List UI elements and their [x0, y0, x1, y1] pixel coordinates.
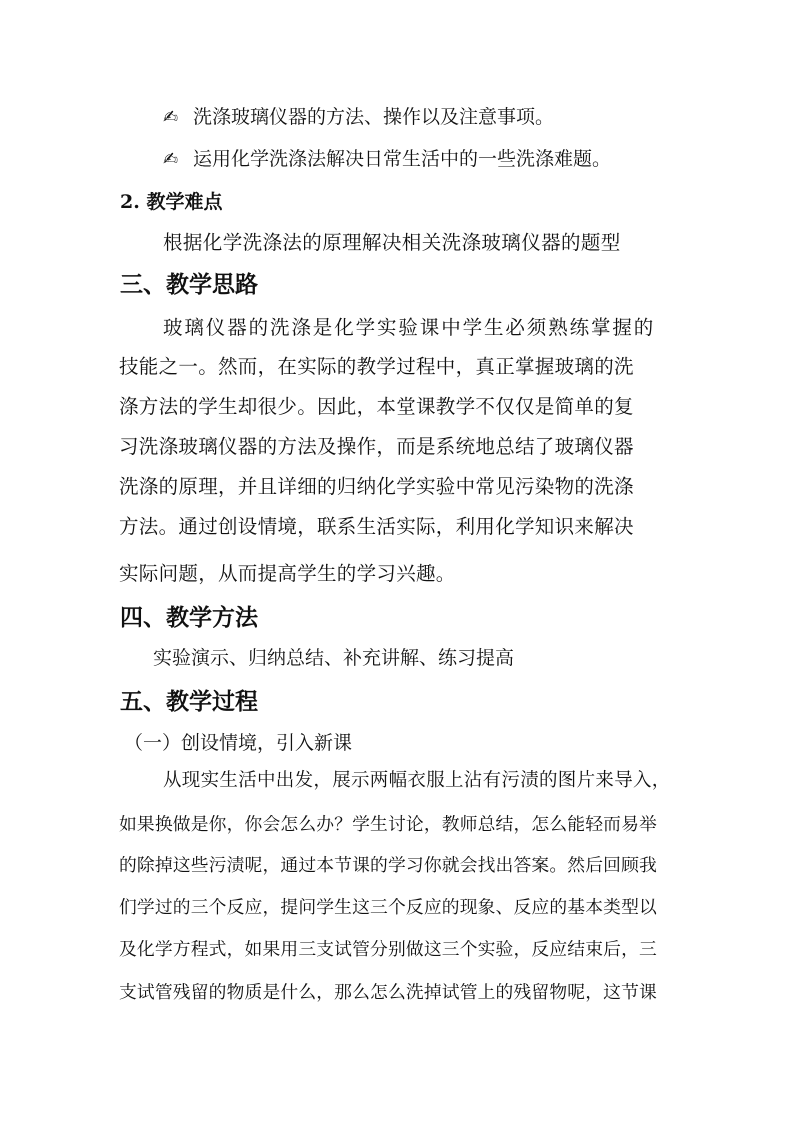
section3-line: 玻璃仪器的洗涤是化学实验课中学生必须熟练掌握的: [163, 316, 656, 339]
writing-hand-icon: ✍: [163, 149, 179, 170]
difficulty-text: 根据化学洗涤法的原理解决相关洗涤玻璃仪器的题型: [163, 231, 621, 254]
section4-text: 实验演示、归纳总结、补充讲解、练习提高: [153, 647, 515, 669]
section5-subheading: （一）创设情境，引入新课: [124, 732, 353, 754]
bullet-text: 运用化学洗涤法解决日常生活中的一些洗涤难题。: [193, 148, 612, 170]
section5-line: 支试管残留的物质是什么，那么怎么洗掉试管上的残留物呢，这节课: [119, 982, 657, 1003]
bullet-text: 洗涤玻璃仪器的方法、操作以及注意事项。: [193, 106, 555, 128]
section3-line: 技能之一。然而，在实际的教学过程中，真正掌握玻璃的洗: [119, 355, 634, 378]
section3-line: 涤方法的学生却很少。因此，本堂课教学不仅仅是简单的复: [119, 395, 634, 418]
bullet-item: [163, 108, 554, 127]
section5-heading: 五、教学过程: [120, 688, 258, 715]
section3-line: 实际问题，从而提高学生的学习兴趣。: [119, 562, 456, 585]
bullet-item: [163, 150, 611, 169]
difficulty-heading: 2. 教学难点: [120, 191, 223, 213]
section5-line: 及化学方程式，如果用三支试管分别做这三个实验，反应结束后，三: [119, 939, 657, 960]
section5-line: 如果换做是你，你会怎么办？学生讨论，教师总结，怎么能轻而易举: [119, 814, 657, 835]
section3-line: 习洗涤玻璃仪器的方法及操作，而是系统地总结了玻璃仪器: [119, 435, 634, 458]
section3-heading: 三、教学思路: [120, 271, 258, 298]
section5-line: 们学过的三个反应，提问学生这三个反应的现象、反应的基本类型以: [119, 897, 657, 918]
section3-line: 方法。通过创设情境，联系生活实际，利用化学知识来解决: [119, 515, 634, 538]
section4-heading: 四、教学方法: [120, 604, 258, 631]
writing-hand-icon: ✍: [163, 107, 179, 128]
section3-line: 洗涤的原理，并且详细的归纳化学实验中常见污染物的洗涤: [119, 475, 634, 498]
section5-line: 从现实生活中出发，展示两幅衣服上沾有污渍的图片来导入，: [163, 770, 671, 791]
section5-line: 的除掉这些污渍呢，通过本节课的学习你就会找出答案。然后回顾我: [119, 855, 657, 876]
